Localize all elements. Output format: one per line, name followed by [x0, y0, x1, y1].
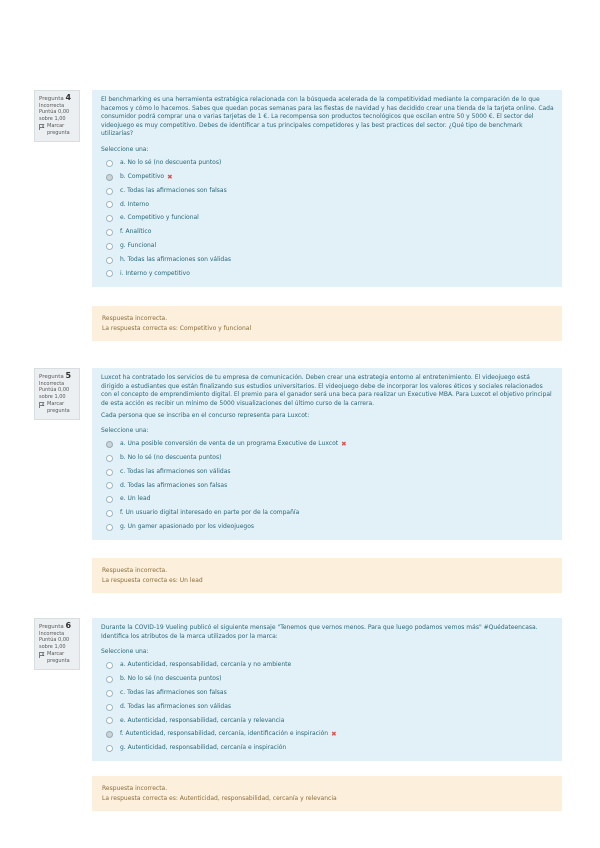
flag-icon	[39, 124, 45, 130]
question-score: Puntúa 0,00 sobre 1,00	[39, 637, 70, 650]
radio-button[interactable]	[106, 510, 113, 517]
radio-button[interactable]	[106, 201, 113, 208]
radio-button[interactable]	[106, 243, 113, 250]
answer-prompt: Seleccione una:	[101, 145, 149, 153]
incorrect-icon: ✖	[167, 172, 173, 181]
answer-option[interactable]: a. Una posible conversión de venta de un programa Executive de Luxcot ✖	[101, 438, 554, 452]
question-score: Puntúa 0,00 sobre 1,00	[39, 387, 70, 400]
flag-question-link[interactable]: Marcar pregunta	[39, 401, 75, 414]
radio-button[interactable]	[106, 717, 113, 724]
answer-option[interactable]: a. Autenticidad, responsabilidad, cercanía y no ambiente	[101, 659, 554, 673]
correct-answer: La respuesta correcta es: Competitivo y funcional	[102, 324, 252, 332]
answer-option[interactable]: a. No lo sé (no descuenta puntos)	[101, 157, 554, 171]
radio-button[interactable]	[106, 270, 113, 277]
answer-option[interactable]: f. Un usuario digital interesado en parte por de la compañía	[101, 507, 554, 521]
flag-question-link[interactable]: Marcar pregunta	[39, 123, 75, 136]
feedback-title: Respuesta incorrecta.	[102, 315, 168, 322]
radio-button[interactable]	[106, 257, 113, 264]
question-text: Durante la COVID-19 Vueling publicó el siguiente mensaje "Tenemos que vernos menos. Para que luego podamos vernos más" #Quédateencasa. Identifica los atributos de la marca utilizados por la marca:	[101, 624, 538, 640]
answer-option[interactable]: i. Interno y competitivo	[101, 267, 554, 281]
radio-button[interactable]	[106, 188, 113, 195]
question-status: Incorrecta	[39, 380, 65, 387]
question-number: Pregunta 5	[39, 371, 72, 380]
answer-option[interactable]: f. Analítico	[101, 226, 554, 240]
radio-button[interactable]	[106, 731, 113, 738]
answer-option[interactable]: d. Interno	[101, 198, 554, 212]
correct-answer: La respuesta correcta es: Un lead	[102, 576, 203, 584]
radio-button[interactable]	[106, 160, 113, 167]
radio-button[interactable]	[106, 704, 113, 711]
feedback-box	[92, 776, 562, 811]
answer-option[interactable]: e. Competitivo y funcional	[101, 212, 554, 226]
answer-prompt: Seleccione una:	[101, 648, 149, 656]
answer-option[interactable]: g. Funcional	[101, 239, 554, 253]
answer-option[interactable]: c. Todas las afirmaciones son falsas	[101, 686, 554, 700]
radio-button[interactable]	[106, 469, 113, 476]
question-text: El benchmarking es una herramienta estratégica relacionada con la búsqueda acelerada de la competitividad mediante la comparación de lo que hacemos y cómo lo hacemos. Sabes que quedan pocas semanas para las fiestas de navidad y has decidido crear una tienda de la tarjeta online. Cada consumidor podrá comprar una o varias tarjetas de 1 €. La recompensa son productos tecnológicos que oscilan entre 50 y 5000 €. El sector del videojuego es muy competitivo. Debes de identificar a tus principales competidores y las best practices del sector. ¿Qué tipo de benchmark utilizarías?	[101, 96, 554, 138]
question-text: Luxcot ha contratado los servicios de tu empresa de comunicación. Deben crear una estrategia entorno al entretenimiento. El videojuego está dirigido a estudiantes que están finalizando sus estudios universitarios. El videojuego debe de incorporar los valores éticos y sociales relacionados con el concepto de emprendimiento digital. El premio para el ganador será una beca para realizar un Executive MBA. Para Luxcot el objetivo principal de esta acción es recibir un mínimo de 5000 visualizaciones del último curso de la carrera.	[101, 374, 552, 407]
answer-option[interactable]: e. Un lead	[101, 493, 554, 507]
question-status: Incorrecta	[39, 102, 65, 109]
radio-button[interactable]	[106, 229, 113, 236]
answer-option[interactable]: c. Todas las afirmaciones son válidas	[101, 465, 554, 479]
radio-button[interactable]	[106, 676, 113, 683]
answer-option[interactable]: b. No lo sé (no descuenta puntos)	[101, 673, 554, 687]
radio-button[interactable]	[106, 524, 113, 531]
answer-prompt: Seleccione una:	[101, 426, 149, 434]
answer-option[interactable]: b. Competitivo ✖	[101, 170, 554, 184]
radio-button[interactable]	[106, 482, 113, 489]
correct-answer: La respuesta correcta es: Autenticidad, responsabilidad, cercanía y relevancia	[102, 794, 337, 802]
flag-icon	[39, 402, 45, 408]
feedback-box	[92, 558, 562, 593]
question-number: Pregunta 6	[39, 621, 72, 630]
radio-button[interactable]	[106, 662, 113, 669]
answer-option[interactable]: h. Todas las afirmaciones son válidas	[101, 253, 554, 267]
question-info	[34, 90, 80, 142]
radio-button[interactable]	[106, 215, 113, 222]
question-content	[92, 368, 562, 540]
answer-option[interactable]: g. Un gamer apasionado por los videojuegos	[101, 520, 554, 534]
flag-icon	[39, 652, 45, 658]
answer-option[interactable]: d. Todas las afirmaciones son válidas	[101, 700, 554, 714]
feedback-box	[92, 306, 562, 341]
feedback-title: Respuesta incorrecta.	[102, 567, 168, 574]
feedback-title: Respuesta incorrecta.	[102, 785, 168, 792]
question-content	[92, 90, 562, 287]
answer-option[interactable]: b. No lo sé (no descuenta puntos)	[101, 451, 554, 465]
question-status: Incorrecta	[39, 630, 65, 637]
question-score: Puntúa 0,00 sobre 1,00	[39, 109, 70, 122]
flag-question-link[interactable]: Marcar pregunta	[39, 651, 75, 664]
answer-option[interactable]: d. Todas las afirmaciones son falsas	[101, 479, 554, 493]
answer-option[interactable]: f. Autenticidad, responsabilidad, cercanía, identificación e inspiración ✖	[101, 728, 554, 742]
radio-button[interactable]	[106, 690, 113, 697]
radio-button[interactable]	[106, 496, 113, 503]
question-info	[34, 368, 80, 420]
radio-button[interactable]	[106, 455, 113, 462]
radio-button[interactable]	[106, 441, 113, 448]
radio-button[interactable]	[106, 174, 113, 181]
incorrect-icon: ✖	[331, 730, 337, 739]
question-number: Pregunta 4	[39, 93, 72, 102]
answer-option[interactable]: c. Todas las afirmaciones son falsas	[101, 184, 554, 198]
question-subtext: Cada persona que se inscriba en el concurso representa para Luxcot:	[101, 412, 310, 420]
answer-option[interactable]: e. Autenticidad, responsabilidad, cercanía y relevancia	[101, 714, 554, 728]
radio-button[interactable]	[106, 745, 113, 752]
question-content	[92, 618, 562, 761]
answer-option[interactable]: g. Autenticidad, responsabilidad, cercanía e inspiración	[101, 742, 554, 756]
question-info	[34, 618, 80, 670]
incorrect-icon: ✖	[341, 440, 347, 449]
